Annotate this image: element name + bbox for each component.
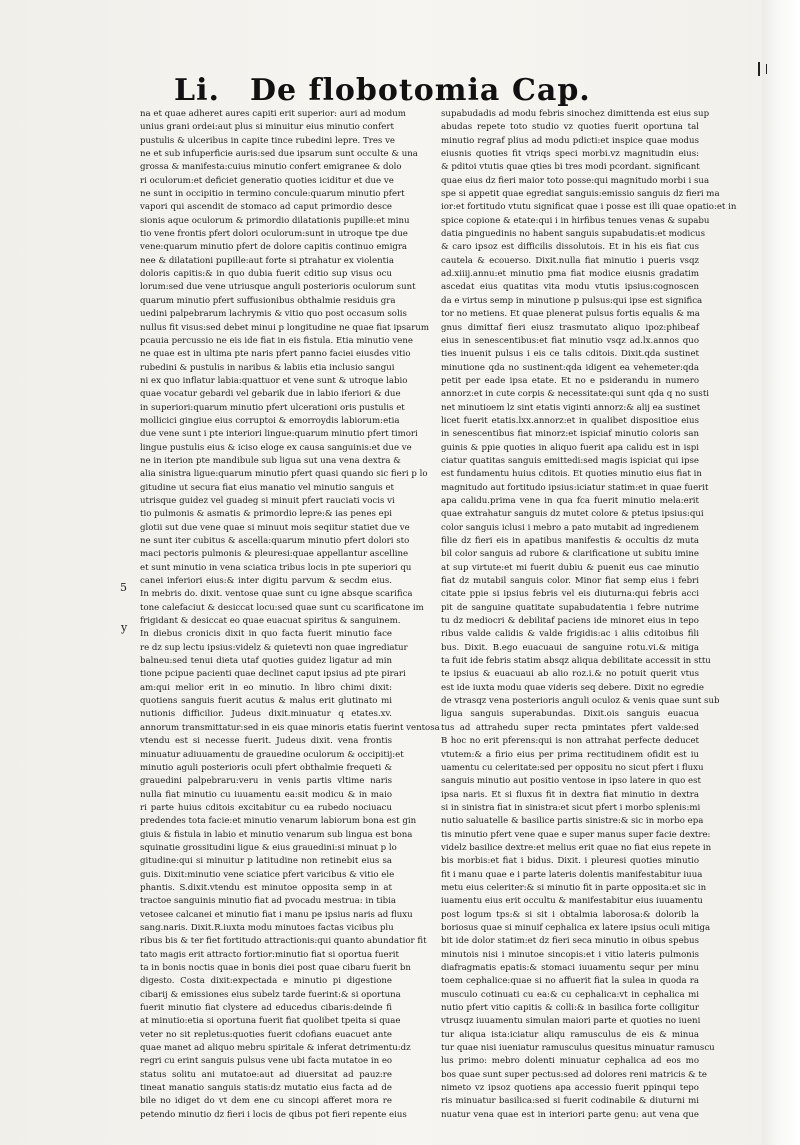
text-line: fuerit minutio fiat clystere ad educedus cibaris:deinde fi: [140, 1003, 392, 1014]
text-line: bis morbis:et fiat i bidus. Dixit. i pleuresi quoties minutio: [441, 856, 699, 867]
text-line: na et quae adheret aures capiti erit superior: auri ad modum: [140, 109, 406, 119]
text-line: sang.naris. Dixit.R.iuxta modu minutoes factas vicibus plu: [140, 922, 394, 933]
text-line: tor no metiens. Et quae plenerat pulsus fortis equalis & ma: [441, 309, 700, 320]
text-line: nulla fiat minutio cu iuuamentu ea:sit modicu & in maio: [140, 789, 392, 800]
text-line: tu dz mediocri & debilitaf paciens ide minoret eius in tepo: [441, 616, 699, 627]
text-line: quarum minutio pfert suffusionibus obthalmie residuis gra: [140, 295, 396, 306]
text-line: magnitudo aut fortitudo ipsius:iciatur statim:et in quae fuerit: [441, 482, 709, 493]
text-line: pustulis & ulceribus in capite tince rubedini lepre. Tres ve: [140, 135, 396, 146]
text-line: nee & dilatationi pupille:aut forte si ptrahatur ex violentia: [140, 255, 394, 266]
text-line: squinatie grossitudini ligue & eius grauedini:si minuat p lo: [140, 842, 397, 853]
text-line: si in sinistra fiat in sinistra:et sicut pfert i morbo splenis:mi: [441, 802, 701, 813]
text-line: ipsa naris. Et si fluxus fit in dextra fiat minutio in dextra: [441, 789, 699, 800]
text-line: ne quae est in ultima pte naris pfert panno faciei eiusdes vitio: [140, 349, 411, 360]
text-line: quae manet ad aliquo mebru spiritale & inferat detrimentu:dz: [140, 1043, 411, 1054]
text-line: et sunt minutio in vena sciatica tribus locis in pte superiori qu: [140, 562, 412, 573]
text-line: cibarij & emissiones eius subelz tarde fuerint:& si oportuna: [140, 989, 401, 1000]
text-line: predendes tota facie:et minutio venarum labiorum bona est gin: [140, 816, 417, 827]
margin-note: 5: [120, 581, 127, 594]
text-line: ri oculorum:et deficiet generatio quoties iciditur et due ve: [140, 175, 394, 186]
text-line: minutione qda no sustinent:qda idigent ea vehemeter:qda: [441, 362, 699, 373]
text-line: glotii sut due vene quae si minuut mois seqiitur statiet due ve: [140, 522, 410, 533]
text-line: tur quae nisi iueniatur ramusculus quesitus minuatur ramuscu: [441, 1043, 715, 1054]
text-line: tio vene frontis pfert dolori oculorum:sunt in utroque tpe due: [140, 229, 408, 240]
text-line: ascedat eius quatitas vita modu vtutis ipsius:cognoscen: [441, 282, 699, 293]
text-line: at sup virtute:et mi fuerit dubiu & puenit eus cae minutio: [441, 562, 699, 573]
text-line: bile no idiget do vt dem ene cu sincopi afferet mora re: [140, 1096, 392, 1107]
text-line: lus primo: mebro dolenti minuatur cephalica ad eos mo: [441, 1056, 699, 1067]
text-line: sionis aque oculorum & primordio dilatationis pupille:et minu: [140, 215, 410, 226]
text-line: bit ide dolor statim:et dz fieri seca minutio in oibus spebus: [441, 936, 699, 947]
text-line: nuatur vena quae est in interiori parte genu: aut vena que: [441, 1109, 699, 1120]
text-line: bos quae sunt super pectus:sed ad dolores reni matricis & te: [441, 1069, 707, 1080]
text-line: citate ppie si ipsius febris vel eis diuturna:qui febris acci: [441, 589, 699, 600]
text-line: tineat manatio sanguis statis:dz mutatio eius facta ad de: [140, 1083, 392, 1094]
text-line: musculo cotinuati cu ea:& cu cephalica:vt in cephalica mi: [441, 989, 699, 1000]
text-line: tione pcipue pacienti quae declinet caput ipsius ad pte pirari: [140, 669, 406, 680]
text-line: fit i manu quae e i parte lateris dolentis manifestabitur iuua: [441, 869, 703, 880]
text-line: petit per eade ipsa etate. Et no e psiderandu in numero: [441, 375, 699, 386]
text-line: ne sunt iter cubitus & ascella:quarum minutio pfert dolori sto: [140, 536, 410, 546]
text-line: maci pectoris pulmonis & pleuresi:quae appellantur ascelline: [140, 549, 409, 560]
text-line: doloris capitis:& in quo dubia fuerit cditio sup visus ocu: [140, 269, 392, 280]
text-line: iuamentu eius erit occultu & manifestabitur eius iuuamentu: [441, 896, 703, 907]
text-line: bil color sanguis ad rubore & clarificatione ut subitu imine: [441, 549, 699, 560]
header-left-label: Li.: [174, 73, 220, 108]
text-line: minutois nisi i minutoe sincopis:et i vitio lateris pulmonis: [441, 949, 699, 960]
text-line: tractoe sanguinis minutio fiat ad pvocadu mestrua: in tibia: [140, 896, 397, 907]
text-line: color sanguis iclusi i mebro a pato mutabit ad ingredienem: [441, 522, 699, 533]
text-line: guis. Dixit:minutio vene sciatice pfert varicibus & vitio ele: [140, 869, 395, 880]
text-line: re dz sup lectu ipsius:videlz & quietevti non quae ingrediatur: [140, 642, 408, 653]
text-line: & pditoi vtutis quae qties bi tres modi pcordant. significant: [441, 162, 700, 173]
page-edge: [762, 0, 800, 1145]
text-line: utrisque guidez vel guadeg si minuit pfert rauciati vocis vi: [140, 495, 395, 506]
text-line: am:qui melior erit in eo minutio. In libro chimi dixit:: [140, 682, 392, 693]
text-line: canei inferiori eius:& inter digitu parvum & secdm eius.: [140, 576, 392, 587]
text-line: ad.xiiij.annu:et minutio pma fiat modice eiusnis gradatim: [441, 269, 699, 280]
text-line: gitudine:qui si minuitur p latitudine non retinebit eius sa: [140, 856, 392, 867]
text-line: petendo minutio dz fieri i locis de qibus pot fieri repente eius: [140, 1109, 407, 1120]
text-line: In diebus cronicis dixit in quo facta fuerit minutio face: [140, 629, 392, 640]
text-line: vtutem:& a firio eius per prima rectitudinem ofidit est iu: [441, 749, 699, 760]
text-line: vetosee calcanei et minutio fiat i manu pe ipsius naris ad fluxu: [140, 909, 413, 920]
text-line: nutionis difficilior. Judeus dixit.minuatur q etates.xv.: [140, 709, 392, 720]
text-line: est fundamentu huius cditois. Et quoties minutio eius fiat in: [441, 469, 702, 480]
text-line: uamentu cu celeritate:sed per oppositu no sicut pfert i fluxu: [441, 762, 704, 773]
text-line: ri parte huius cditois excitabitur cu ea rubedo nociuacu: [140, 802, 392, 813]
text-line: post logum tps:& si sit i obtalmia laborosa:& dolorib la: [441, 909, 699, 920]
text-line: ribus bis & ter fiet fortitudo attractionis:qui quanto abundatior fit: [140, 936, 427, 947]
text-line: apa calidu.prima vene in qua fca fuerit minutio mela:erit: [441, 495, 699, 506]
margin-note: y: [121, 621, 128, 634]
text-line: In mebris do. dixit. ventose quae sunt cu igne absque scarifica: [140, 589, 413, 600]
text-line: lorum:sed due vene utriusque anguli posterioris oculorum sunt: [140, 282, 416, 293]
text-line: ior:et fortitudo vtutu significat quae i posse est illi quae opatio:et in: [441, 202, 737, 213]
text-line: eiusnis quoties fit vtriqs speci morbi.vz magnitudin eius:: [441, 149, 699, 160]
text-line: tur aliqua ista:iciatur aliqu ramusculus de eis & minua: [441, 1029, 699, 1040]
text-line: minuatur adiuuamentu de grauedine oculorum & occipitij:et: [140, 749, 404, 760]
text-line: vtendu est si necesse fuerit. Judeus dixit. vena frontis: [140, 736, 392, 747]
text-line: ribus valde calidis & valde frigidis:ac i aliis cditoibus fili: [441, 629, 699, 640]
text-line: uedini palpebrarum lachrymis & vitio quo post occasum solis: [140, 309, 407, 320]
text-line: quae vocatur gebardi vel gebarik due in labio iferiori & due: [140, 389, 401, 400]
text-line: nutio saluatelle & basilice partis sinistre:& sic in morbo epa: [441, 816, 704, 827]
text-line: digesto. Costa dixit:expectada e minutio pi digestione: [140, 976, 392, 987]
text-line: da e virtus semp in minutione p pulsus:qui ipse est significa: [441, 295, 703, 306]
text-line: videlz basilice dextre:et melius erit quae no fiat eius repete in: [441, 842, 712, 853]
text-line: spe si appetit quae egrediat sanguis:emissio sanguis dz fieri ma: [441, 189, 720, 200]
text-line: supabudadis ad modu febris sinochez dimittenda est eius sup: [441, 109, 710, 119]
text-line: diafragmatis epatis:& stomaci iuuamentu sequr per minu: [441, 963, 699, 973]
text-line: tis minutio pfert vene quae e super manus super facie dextre:: [441, 829, 711, 840]
text-line: de vtrasqz vena posterioris anguli oculoz & venis quae sunt sub: [441, 696, 720, 707]
text-line: lingue pustulis eius & iciso eloge ex causa sanguinis:et due ve: [140, 442, 412, 453]
text-line: ne et sub infuperficie auris:sed due ipsarum sunt occulte & una: [140, 149, 418, 160]
text-line: licet fuerit etatis.lxx.annorz:et in qualibet dispositioe eius: [441, 415, 699, 426]
text-line: minutio regraf plius ad modu pdicti:et inspice quae modus: [441, 135, 699, 146]
text-line: due vene sunt i pte interiori lingue:quarum minutio pfert timori: [140, 429, 418, 440]
text-line: quae extrahatur sanguis dz mutet colore & ptetus ipsius:qui: [441, 509, 704, 520]
text-line: rubedini & pustulis in naribus & labiis etia inclusio sangui: [140, 362, 395, 373]
text-line: ties inuenit pulsus i eis ce talis cditois. Dixit.qda sustinet: [441, 349, 699, 360]
text-line: annorum transmittatur:sed in eis quae minoris etatis fuerint ventosa: [140, 722, 440, 733]
text-line: annorz:et in cute corpis & necessitate:qui sunt qda q no susti: [441, 389, 710, 400]
text-line: eius in senescentibus:et fiat minutio vsqz ad.lx.annos quo: [441, 335, 699, 346]
text-line: boriosus quae si minuif cephalica ex latere ipsius oculi mitiga: [441, 922, 711, 933]
left-text-column: [140, 108, 440, 1136]
text-line: est ide iuxta modu quae videris seq debere. Dixit no egredie: [441, 682, 704, 693]
text-line: guinis & ppie quoties in aliquo fuerit apa calidu est in ispi: [441, 442, 699, 453]
text-line: pit de sanguine quatitate supabudatentia i febre nutrime: [441, 602, 699, 613]
text-line: grossa & manifesta:cuius minutio confert emigranee & dolo: [140, 162, 402, 173]
text-line: veter no sit repletus:quoties fuerit cdofians euacuet ante: [140, 1029, 392, 1040]
text-line: datia pinguedinis no habent sanguis supabudatis:et modicus: [441, 229, 706, 240]
text-line: nutio pfert vitio capitis & colli:& in basilica forte colligitur: [441, 1003, 699, 1014]
text-line: pcauia percussio ne eis ide fiat in eis fistula. Etia minutio vene: [140, 335, 413, 346]
text-line: tus ad attrahedu super recta pmintates pfert valde:sed: [441, 722, 699, 733]
text-line: fiat dz mutabil sanguis color. Minor fiat semp eius i febri: [441, 576, 699, 587]
text-line: in superiori:quarum minutio pfert ulcerationi oris pustulis et: [140, 402, 405, 413]
text-line: balneu:sed tenui dieta utaf quoties guidez ligatur ad min: [140, 656, 392, 667]
text-line: vene:quarum minutio pfert de dolore capitis continuo emigra: [140, 242, 408, 253]
text-line: quotiens sanguis fuerit acutus & malus erit glutinato mi: [140, 696, 392, 707]
text-line: ligua sanguis superabundas. Dixit.ois sanguis euacua: [441, 709, 699, 720]
text-line: toem cephalice:quae si no affuerit fiat la sulea in quoda ra: [441, 976, 699, 987]
header-title: De flobotomia: [250, 73, 501, 108]
text-line: gnus dimittaf fieri eiusz trasmutato aliquo ipoz:phibeaf: [441, 322, 699, 333]
text-line: quae eius dz fieri maior toto posse:qui magnitudo morbi i sua: [441, 175, 710, 186]
text-line: tato magis erit attracto fortior:minutio fiat si oportua fuerit: [140, 949, 399, 960]
edge-mark: [758, 62, 760, 76]
text-line: at minutio:etia si oportuna fuerit fiat quolibet tpeita si quae: [140, 1016, 401, 1027]
text-line: & caro ipsoz est difficilis dissolutois. Et in his eis fiat cus: [441, 242, 699, 253]
text-line: frigidant & desiccat eo quae euacuat spiritus & sanguinem.: [140, 616, 401, 627]
text-line: tio pulmonis & asmatis & primordio lepre:& ias penes epi: [140, 509, 393, 520]
text-line: spice copione & etate:qui i in hirfibus tenues venas & supabu: [441, 215, 710, 226]
text-line: in senescentibus fiat minorz:et ispiciaf minutio coloris san: [441, 429, 699, 440]
text-line: ciatur quatitas sanguis emittedi:sed magis ispiciat qui ipse: [441, 455, 699, 466]
text-line: regri cu erint sanguis pulsus vene ubi facta mutatoe in eo: [140, 1056, 393, 1067]
text-line: vapori qui ascendit de stomaco ad caput primordio desce: [140, 202, 392, 213]
text-line: ni ex quo inflatur labia:quattuor et vene sunt & utroque labio: [140, 375, 408, 386]
text-line: ne sunt in occipitio in termino concule:quarum minutio pfert: [140, 189, 405, 200]
text-line: status solitu ani mutatoe:aut ad diuersitat ad pauz:re: [140, 1069, 392, 1080]
text-line: metu eius celeriter:& si minutio fit in parte opposita:et sic in: [441, 882, 707, 893]
edge-mark: [766, 64, 767, 74]
text-line: sanguis minutio aut positio ventose in ipso latere in quo est: [441, 776, 702, 787]
text-line: nimeto vz ipsoz quotiens apa accessio fuerit ppinqui tepo: [441, 1083, 699, 1094]
text-line: nullus fit visus:sed debet minui p longitudine ne quae fiat ipsarum: [140, 322, 430, 333]
text-line: ne in iterion pte mandibule sub ligua sut una vena dextra &: [140, 455, 401, 466]
text-line: mollicici gingiue eius corruptoi & emorroydis labiorum:etia: [140, 415, 400, 426]
text-line: bus. Dixit. B.ego euacuaui de sanguine rotu.vi.& mitiga: [441, 642, 699, 653]
text-line: vtrusqz iuuamentu simulan maiori parte et quoties no iueni: [441, 1016, 701, 1027]
text-line: giuis & fistula in labio et minutio venarum sub lingua est bona: [140, 829, 413, 840]
text-line: ris minuatur basilica:sed si fuerit codinabile & diuturni mi: [441, 1096, 699, 1107]
text-line: gitudine ut secura fiat eius manatio vel minutio sanguis et: [140, 482, 394, 493]
right-text-column: [441, 108, 737, 1136]
text-line: alia sinistra ligue:quarum minutio pfert quasi quando sic fieri p lo: [140, 469, 428, 480]
text-line: te ipsius & euacuaui ab alio roz.i.& no potuit querit vtus: [441, 669, 699, 680]
header-right-label: Cap.: [512, 73, 591, 108]
text-line: tone calefaciut & desiccat locu:sed quae sunt cu scarificatone im: [140, 602, 424, 613]
text-line: minutio aguli posterioris oculi pfert obthalmie frequeti &: [140, 762, 392, 773]
text-line: cautela & ecouerso. Dixit.nulla fiat minutio i pueris vsqz: [441, 255, 699, 266]
text-line: net minutioem lz sint etatis viginti annorz:& alij ea sustinet: [441, 402, 701, 413]
text-line: grauedini palpebraru:veru in venis partis vltime naris: [140, 776, 392, 787]
text-line: abudas repete toto studio vz quoties fuerit oportuna tal: [441, 122, 699, 133]
text-line: filie dz fieri eis in apatibus manifestis & occultis dz muta: [441, 536, 699, 546]
text-line: ta fuit ide febris statim absqz aliqua debilitate accessit in sttu: [441, 656, 711, 667]
text-line: ta in bonis noctis quae in bonis diei post quae cibaru fuerit bn: [140, 963, 411, 973]
text-line: phantis. S.dixit.vtendu est minutoe opposita semp in at: [140, 882, 392, 893]
text-line: unius grani ordei:aut plus si minuitur eius minutio confert: [140, 122, 394, 133]
text-line: B hoc no erit pferens:qui is non attrahat perfecte deducet: [441, 736, 699, 747]
